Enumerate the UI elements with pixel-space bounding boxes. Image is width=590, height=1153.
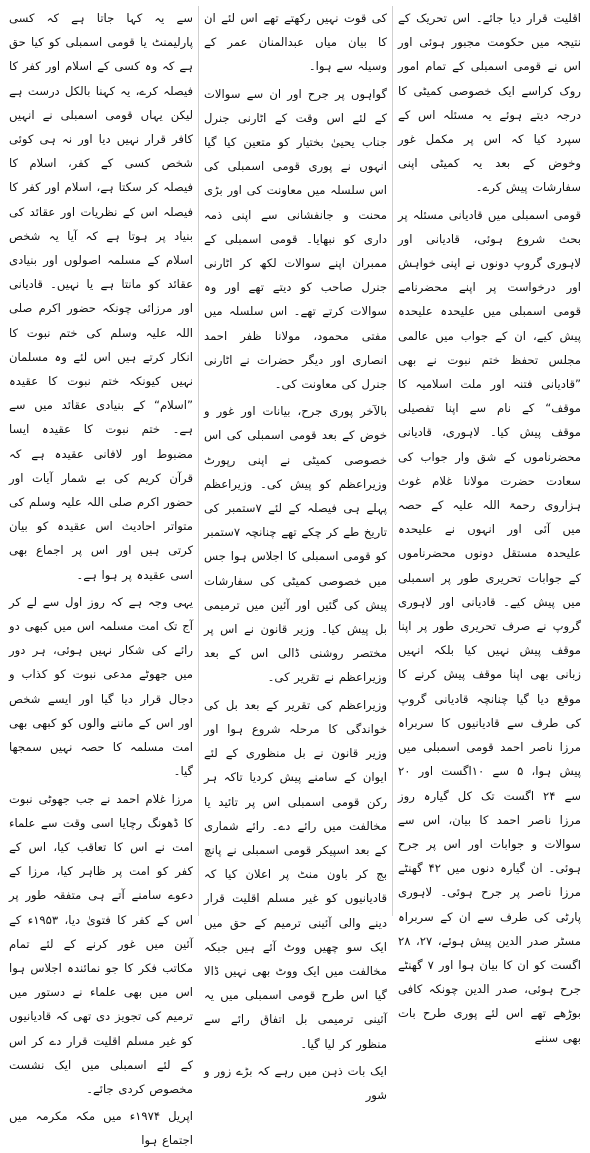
paragraph: یہی وجہ ہے کہ روز اول سے لے کر آج تک امت مسلمہ اس میں کبھی دو رائے کی شکار نہیں ہوئی، ہر دور میں جھوٹے مدعی نبوت کو کذاب و دجال قرار دیا گیا اور ایسے شخص اور اس کے ماننے والوں کو کبھی بھی امت مسلمہ کا حصہ نہیں سمجھا گیا۔: [9, 594, 193, 779]
paragraph: سے یہ کہا جاتا ہے کہ کسی پارلیمنٹ یا قومی اسمبلی کو کیا حق ہے کہ وہ کسی کے اسلام اور کفر کا فیصلہ کرے، یہ کہنا بالکل درست ہے لیکن یہاں قومی اسمبلی نے انہیں کافر قرار نہیں دیا اور نہ ہی کوئی شخص کسی کے کفر، اسلام کا فیصلہ کر سکتا ہے، اسلام اور کفر کا فیصلہ اس کے نظریات اور عقائد کی بنیاد پر ہوتا ہے کہ آیا یہ شخص اسلام کے مسلمہ اصولوں اور بنیادی عقائد کو مانتا ہے یا نہیں۔ قادیانی اور مرزائی چونکہ حضور اکرم صلی اللہ علیہ وسلم کی ختم نبوت کا انکار کرتے ہیں اس لئے وہ مسلمان نہیں کیونکہ ختم نبوت کا عقیدہ ”اسلام“ کے بنیادی عقائد میں سے ہے۔ ختم نبوت کا عقیدہ ایسا مضبوط اور لافانی عقیدہ ہے کہ قرآن کریم کی بے شمار آیات اور حضور اکرم صلی اللہ علیہ وسلم کی متواتر احادیث اس عقیدہ کو بیان کرتی ہیں اور اس پر اجماع بھی اسی عقیدہ پر ہوا ہے۔: [9, 11, 193, 582]
column-middle: [198, 6, 392, 1102]
paragraph: کی قوت نہیں رکھتے تھے اس لئے ان کا بیان میاں عبدالمنان عمر کے وسیلہ سے ہوا۔: [204, 11, 387, 74]
paragraph: گواہوں پر جرح اور ان سے سوالات کے لئے اس وقت کے اٹارنی جنرل جناب یحییٰ بختیار کو متعین کیا گیا انہوں نے پوری قومی اسمبلی کی اس سلسلہ میں معاونت کی اور بڑی محنت و جانفشانی سے اپنی ذمہ داری کو نبھایا۔ قومی اسمبلی کے ممبران اپنے سوالات لکھ کر اٹارنی جنرل صاحب کو دیتے تھے اور وہ سوالات کرتے تھے۔ اس سلسلہ میں مفتی محمود، مولانا ظفر احمد انصاری اور دیگر حضرات نے اٹارنی جنرل کی معاونت کی۔: [204, 86, 387, 392]
paragraph: قومی اسمبلی میں قادیانی مسئلہ پر بحث شروع ہوئی، قادیانی اور لاہوری گروپ دونوں نے اپنی خواہش اور درخواست پر اپنے محضرنامے قومی اسمبلی میں علیحدہ علیحدہ پیش کیے، ان کے جواب میں عالمی مجلس تحفظ ختم نبوت نے بھی ”قادیانی فتنہ اور ملت اسلامیہ کا موقف“ کے نام سے اپنا تفصیلی موقف پیش کیا۔ لاہوری، قادیانی محضرناموں کے شق وار جواب کی سعادت حضرت مولانا غلام غوث ہزاروی رحمۃ اللہ علیہ کے حصہ میں آئی اور انہوں نے علیحدہ علیحدہ مستقل دونوں محضرناموں کے جوابات تحریری طور پر اسمبلی میں پیش کیے۔ قادیانی اور لاہوری گروپ نے صرف تحریری طور پر اپنا موقف پیش نہیں کیا بلکہ انہیں زبانی بھی اپنا موقف پیش کرنے کا موقع دیا گیا چنانچہ قادیانی گروپ کی طرف سے قادیانیوں کا سربراہ مرزا ناصر احمد قومی اسمبلی میں پیش ہوا، ۵ سے ۱۰اگست اور ۲۰ سے ۲۴ اگست تک کل گیارہ روز مرزا ناصر احمد کا بیان، اس سے سوالات و جوابات اور اس پر جرح ہوئی۔ ان گیارہ دنوں میں ۴۲ گھنٹے مرزا ناصر پر جرح ہوئی۔ لاہوری پارٹی کی طرف سے ان کے سربراہ مسٹر صدر الدین پیش ہوئے، ۲۷، ۲۸ اگست کو ان کا بیان ہوا اور ۷ گھنٹے جرح ہوئی، صدر الدین چونکہ کافی بوڑھے تھے اس لئے پوری طرح بات بھی سننے: [398, 207, 582, 1045]
column-left: [4, 6, 198, 1148]
paragraph: اقلیت قرار دیا جائے۔ اس تحریک کے نتیجہ میں حکومت مجبور ہوئی اور اس نے قومی اسمبلی کے تمام امور روک کراسے ایک خصوصی کمیٹی کا درجہ دیتے ہوئے یہ مسئلہ اس کے سپرد کیا کہ اس پر مکمل غور وخوض کے بعد یہ کمیٹی اپنی سفارشات پیش کرے۔: [398, 11, 581, 195]
paragraph: اپریل ۱۹۷۴ء میں مکہ مکرمہ میں اجتماع ہوا: [9, 1109, 193, 1148]
column-right: [392, 6, 586, 1045]
paragraph: بالآخر پوری جرح، بیانات اور غور و خوض کے بعد قومی اسمبلی کی اس خصوصی کمیٹی نے اپنی رپورٹ وزیراعظم کو پیش کی۔ وزیراعظم پہلے ہی فیصلہ کے لئے ۷ستمبر کی تاریخ طے کر چکے تھے چنانچہ ۷ستمبر کو قومی اسمبلی کا اجلاس ہوا جس میں خصوصی کمیٹی کی سفارشات پیش کی گئیں اور آئین میں ترمیمی بل پیش کیا۔ وزیر قانون نے اس پر مختصر روشنی ڈالی اس کے بعد وزیراعظم نے تقریر کی۔: [204, 404, 387, 685]
paragraph: مرزا غلام احمد نے جب جھوٹی نبوت کا ڈھونگ رچایا اسی وقت سے علماء امت نے اس کا تعاقب کیا، اس کے کفر کو امت پر ظاہر کیا، مرزا کے دعوے سامنے آتے ہی متفقہ طور پر اس کے کفر کا فتویٰ دیا، ۱۹۵۳ء کے آئین میں غور کرنے کے لئے تمام مکاتب فکر کا جو نمائندہ اجلاس ہوا اس میں بھی علماء نے دستور میں ترمیم کی تجویز دی تھی کہ قادیانیوں کو غیر مسلم اقلیت قرار دے کر اس کے لئے اسمبلی میں ایک نشست مخصوص کردی جائے۔: [9, 791, 193, 1096]
paragraph: وزیراعظم کی تقریر کے بعد بل کی خواندگی کا مرحلہ شروع ہوا اور وزیر قانون نے بل منظوری کے لئے ایوان کے سامنے پیش کردیا تاکہ ہر رکن قومی اسمبلی اس پر تائید یا مخالفت میں رائے دے۔ رائے شماری کے بعد اسپیکر قومی اسمبلی نے پانچ بج کر باون منٹ پر اعلان کیا کہ قادیانیوں کو غیر مسلم اقلیت قرار دینے والی آئینی ترمیم کے حق میں ایک سو چھیں ووٹ آئے ہیں جبکہ مخالفت میں ایک ووٹ بھی نہیں ڈالا گیا اس طرح قومی اسمبلی میں یہ آئینی ترمیمی بل اتفاق رائے سے منظور کر لیا گیا۔: [204, 697, 387, 1051]
paragraph: ایک بات ذہن میں رہے کہ بڑے زور و شور: [204, 1063, 387, 1102]
